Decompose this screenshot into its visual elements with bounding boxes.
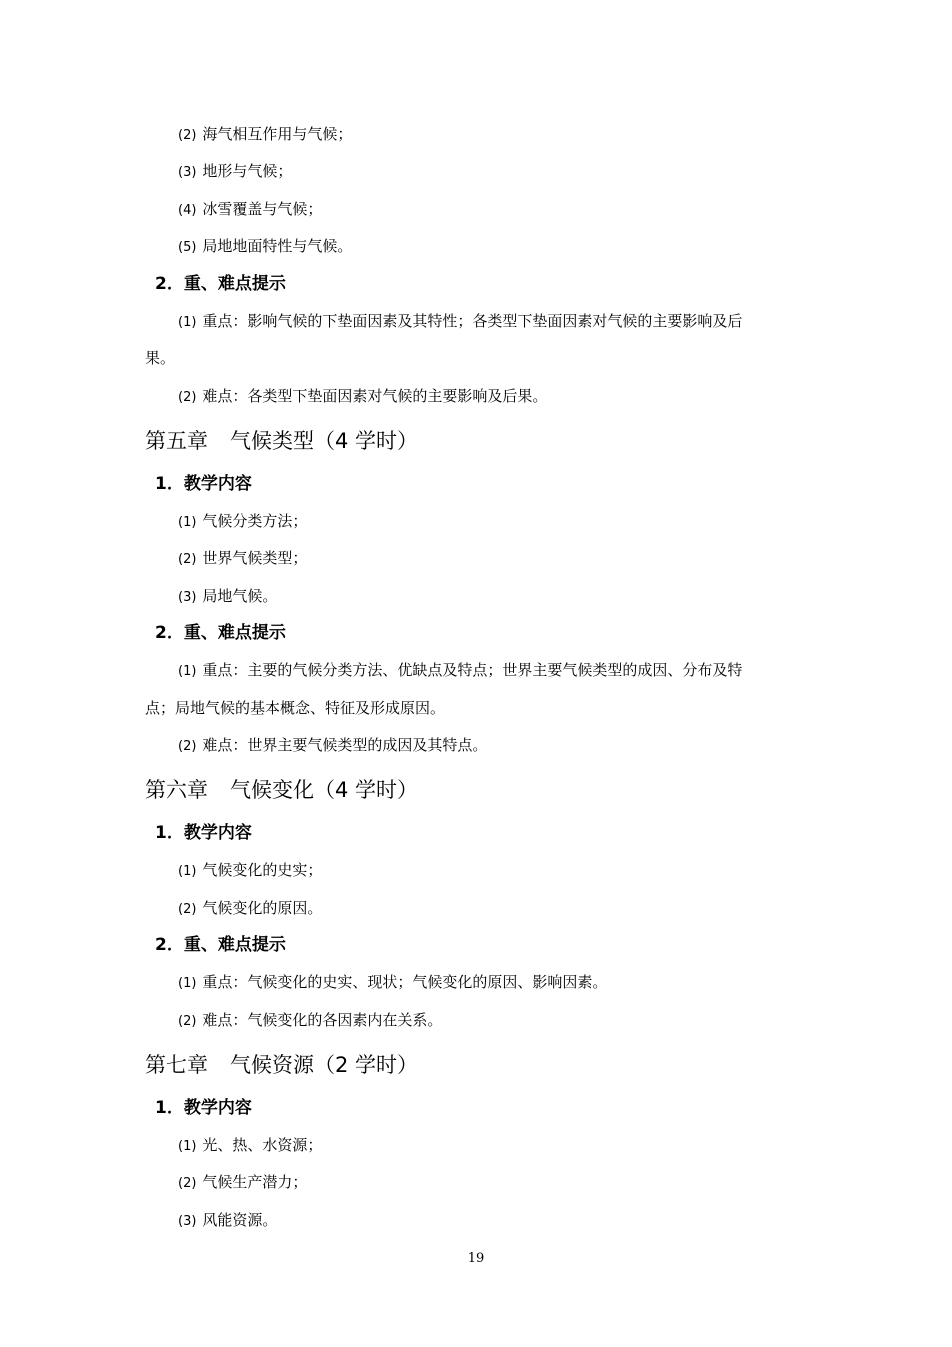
- item-text: 气候生产潜力；: [202, 1173, 308, 1191]
- section-heading: 1．教学内容: [155, 823, 252, 843]
- item-text: 重点：气候变化的史实、现状；气候变化的原因、影响因素。: [202, 973, 608, 991]
- item-text: 气候变化的原因。: [202, 899, 323, 917]
- section-heading: 2．重、难点提示: [155, 935, 286, 955]
- item-text: 重点：影响气候的下垫面因素及其特性；各类型下垫面因素对气候的主要影响及后: [202, 312, 743, 330]
- item-text: 风能资源。: [202, 1211, 278, 1229]
- item-text: 地形与气候；: [202, 162, 293, 180]
- paragraph: [178, 311, 742, 333]
- item-number: (3): [178, 1214, 197, 1229]
- item-text: 光、热、水资源；: [202, 1136, 323, 1154]
- item-number: (2): [178, 1014, 197, 1029]
- section-heading: 1．教学内容: [155, 474, 252, 494]
- paragraph-continuation: 点；局地气候的基本概念、特征及形成原因。: [145, 699, 446, 717]
- item-number: (1): [178, 315, 197, 330]
- list-item: [178, 511, 307, 533]
- list-item: [178, 898, 322, 920]
- list-item: [178, 124, 352, 146]
- item-text: 难点：气候变化的各因素内在关系。: [202, 1011, 443, 1029]
- paragraph-continuation: 果。: [145, 349, 176, 367]
- chapter-name: 气候资源（2 学时）: [230, 1053, 419, 1077]
- item-text: 气候变化的史实；: [202, 861, 323, 879]
- chapter-label: 第六章: [145, 778, 208, 802]
- paragraph: [178, 1010, 442, 1032]
- item-text: 难点：世界主要气候类型的成因及其特点。: [202, 736, 488, 754]
- paragraph: [178, 735, 487, 757]
- list-item: [178, 236, 352, 258]
- item-text: 气候分类方法；: [202, 512, 308, 530]
- item-text: 海气相互作用与气候；: [202, 125, 353, 143]
- chapter-name: 气候变化（4 学时）: [230, 778, 419, 802]
- section-heading: 1．教学内容: [155, 1098, 252, 1118]
- paragraph: [178, 972, 607, 994]
- chapter-title: [145, 776, 418, 804]
- chapter-title: [145, 1051, 418, 1079]
- list-item: [178, 860, 322, 882]
- item-number: (2): [178, 552, 197, 567]
- section-heading: 2．重、难点提示: [155, 623, 286, 643]
- item-text: 冰雪覆盖与气候；: [202, 200, 323, 218]
- item-number: (3): [178, 590, 197, 605]
- chapter-title: [145, 427, 418, 455]
- item-number: (1): [178, 664, 197, 679]
- page-number: 19: [467, 1251, 485, 1266]
- list-item: [178, 1135, 322, 1157]
- item-text: 难点：各类型下垫面因素对气候的主要影响及后果。: [202, 387, 548, 405]
- paragraph: [178, 660, 742, 682]
- section-heading: 2．重、难点提示: [155, 274, 286, 294]
- list-item: [178, 586, 277, 608]
- chapter-name: 气候类型（4 学时）: [230, 429, 419, 453]
- item-number: (1): [178, 1139, 197, 1154]
- list-item: [178, 1210, 277, 1232]
- item-number: (2): [178, 902, 197, 917]
- item-number: (1): [178, 515, 197, 530]
- list-item: [178, 1172, 307, 1194]
- list-item: [178, 548, 307, 570]
- paragraph: [178, 386, 547, 408]
- item-text: 世界气候类型；: [202, 549, 308, 567]
- chapter-label: 第五章: [145, 429, 208, 453]
- item-number: (2): [178, 1176, 197, 1191]
- list-item: [178, 199, 322, 221]
- item-number: (1): [178, 864, 197, 879]
- item-number: (2): [178, 128, 197, 143]
- item-number: (4): [178, 203, 197, 218]
- item-number: (1): [178, 976, 197, 991]
- item-number: (5): [178, 240, 197, 255]
- item-text: 局地气候。: [202, 587, 278, 605]
- chapter-label: 第七章: [145, 1053, 208, 1077]
- item-number: (2): [178, 739, 197, 754]
- item-number: (2): [178, 390, 197, 405]
- list-item: [178, 161, 292, 183]
- item-text: 局地地面特性与气候。: [202, 237, 353, 255]
- item-text: 重点：主要的气候分类方法、优缺点及特点；世界主要气候类型的成因、分布及特: [202, 661, 743, 679]
- item-number: (3): [178, 165, 197, 180]
